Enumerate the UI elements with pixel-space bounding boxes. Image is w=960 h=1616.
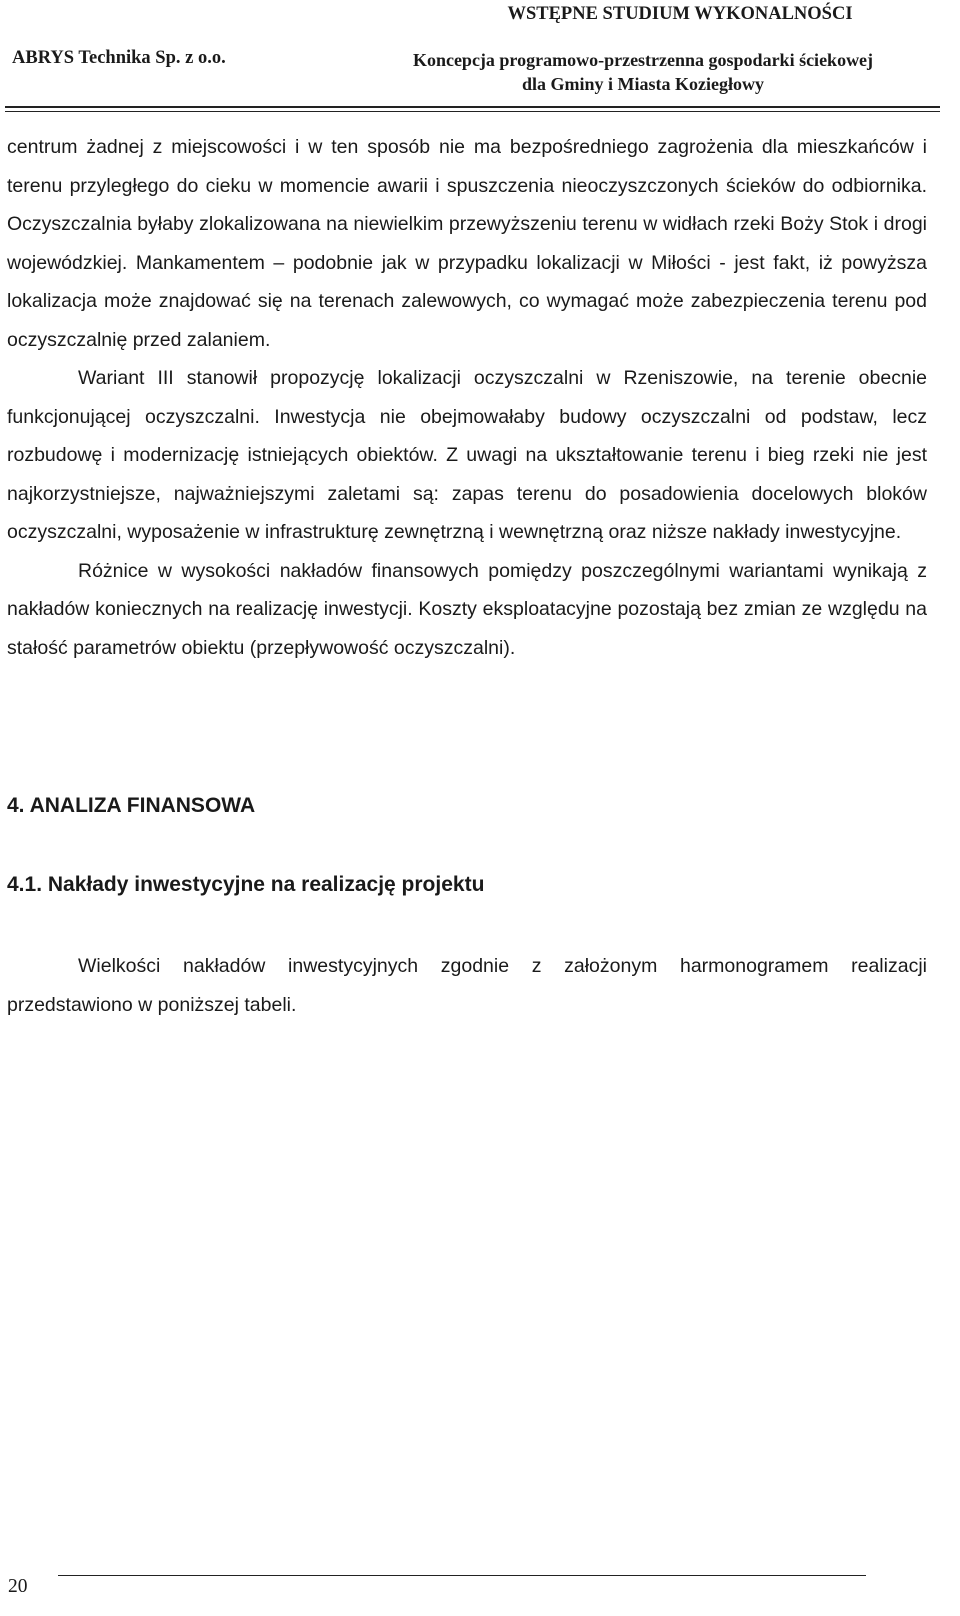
concept-title xyxy=(360,48,926,96)
body-text-block-1 xyxy=(7,128,927,667)
paragraph-1: centrum żadnej z miejscowości i w ten sposób nie ma bezpośredniego zagrożenia dla mieszkańców i terenu przyległego do cieku w momencie awarii i spuszczenia nieoczyszczonych ścieków do odbiornika. Oczyszczalnia byłaby zlokalizowana na niewielkim przewyższeniu terenu w widłach rzeki Boży Stok i drogi wojewódzkiej. Mankamentem – podobnie jak w przypadku lokalizacji w Miłości - jest fakt, iż powyższa lokalizacja może znajdować się na terenach zalewowych, co wymagać może zabezpieczenia terenu pod oczyszczalnię przed zalaniem. xyxy=(7,136,927,351)
paragraph-2: Wariant III stanowił propozycję lokalizacji oczyszczalni w Rzeniszowie, na terenie obecnie funkcjonującej oczyszczalni. Inwestycja nie obejmowałaby budowy oczyszczalni od podstaw, lecz rozbudowę i modernizację istniejących obiektów. Z uwagi na ukształtowanie terenu i bieg rzeki nie jest najkorzystniejsze, najważniejszymi zaletami są: zapas terenu do posadowienia docelowych bloków oczyszczalni, wyposażenie w infrastrukturę zewnętrzną i wewnętrzną oraz niższe nakłady inwestycyjne. xyxy=(7,367,927,543)
header-rule-thick xyxy=(5,106,940,108)
body-text-block-2 xyxy=(7,947,927,1024)
subsection-heading: 4.1. Nakłady inwestycyjne na realizację projektu xyxy=(7,873,485,896)
header-rule-thin xyxy=(5,111,940,112)
footer-rule xyxy=(58,1575,866,1576)
study-title: WSTĘPNE STUDIUM WYKONALNOŚCI xyxy=(507,4,853,24)
page-number: 20 xyxy=(8,1576,28,1597)
company-name: ABRYS Technika Sp. z o.o. xyxy=(12,48,226,68)
paragraph-3: Różnice w wysokości nakładów finansowych pomiędzy poszczególnymi wariantami wynikają z nakładów koniecznych na realizację inwestycji. Koszty eksploatacyjne pozostają bez zmian ze względu na stałość parametrów obiektu (przepływowość oczyszczalni). xyxy=(7,559,927,659)
concept-title-line2: dla Gminy i Miasta Koziegłowy xyxy=(522,74,764,94)
concept-title-line1: Koncepcja programowo-przestrzenna gospodarki ściekowej xyxy=(412,50,874,70)
paragraph-4: Wielkości nakładów inwestycyjnych zgodnie z założonym harmonogramem realizacji przedstawiono w poniższej tabeli. xyxy=(7,955,927,1016)
section-heading: 4. ANALIZA FINANSOWA xyxy=(7,794,256,817)
